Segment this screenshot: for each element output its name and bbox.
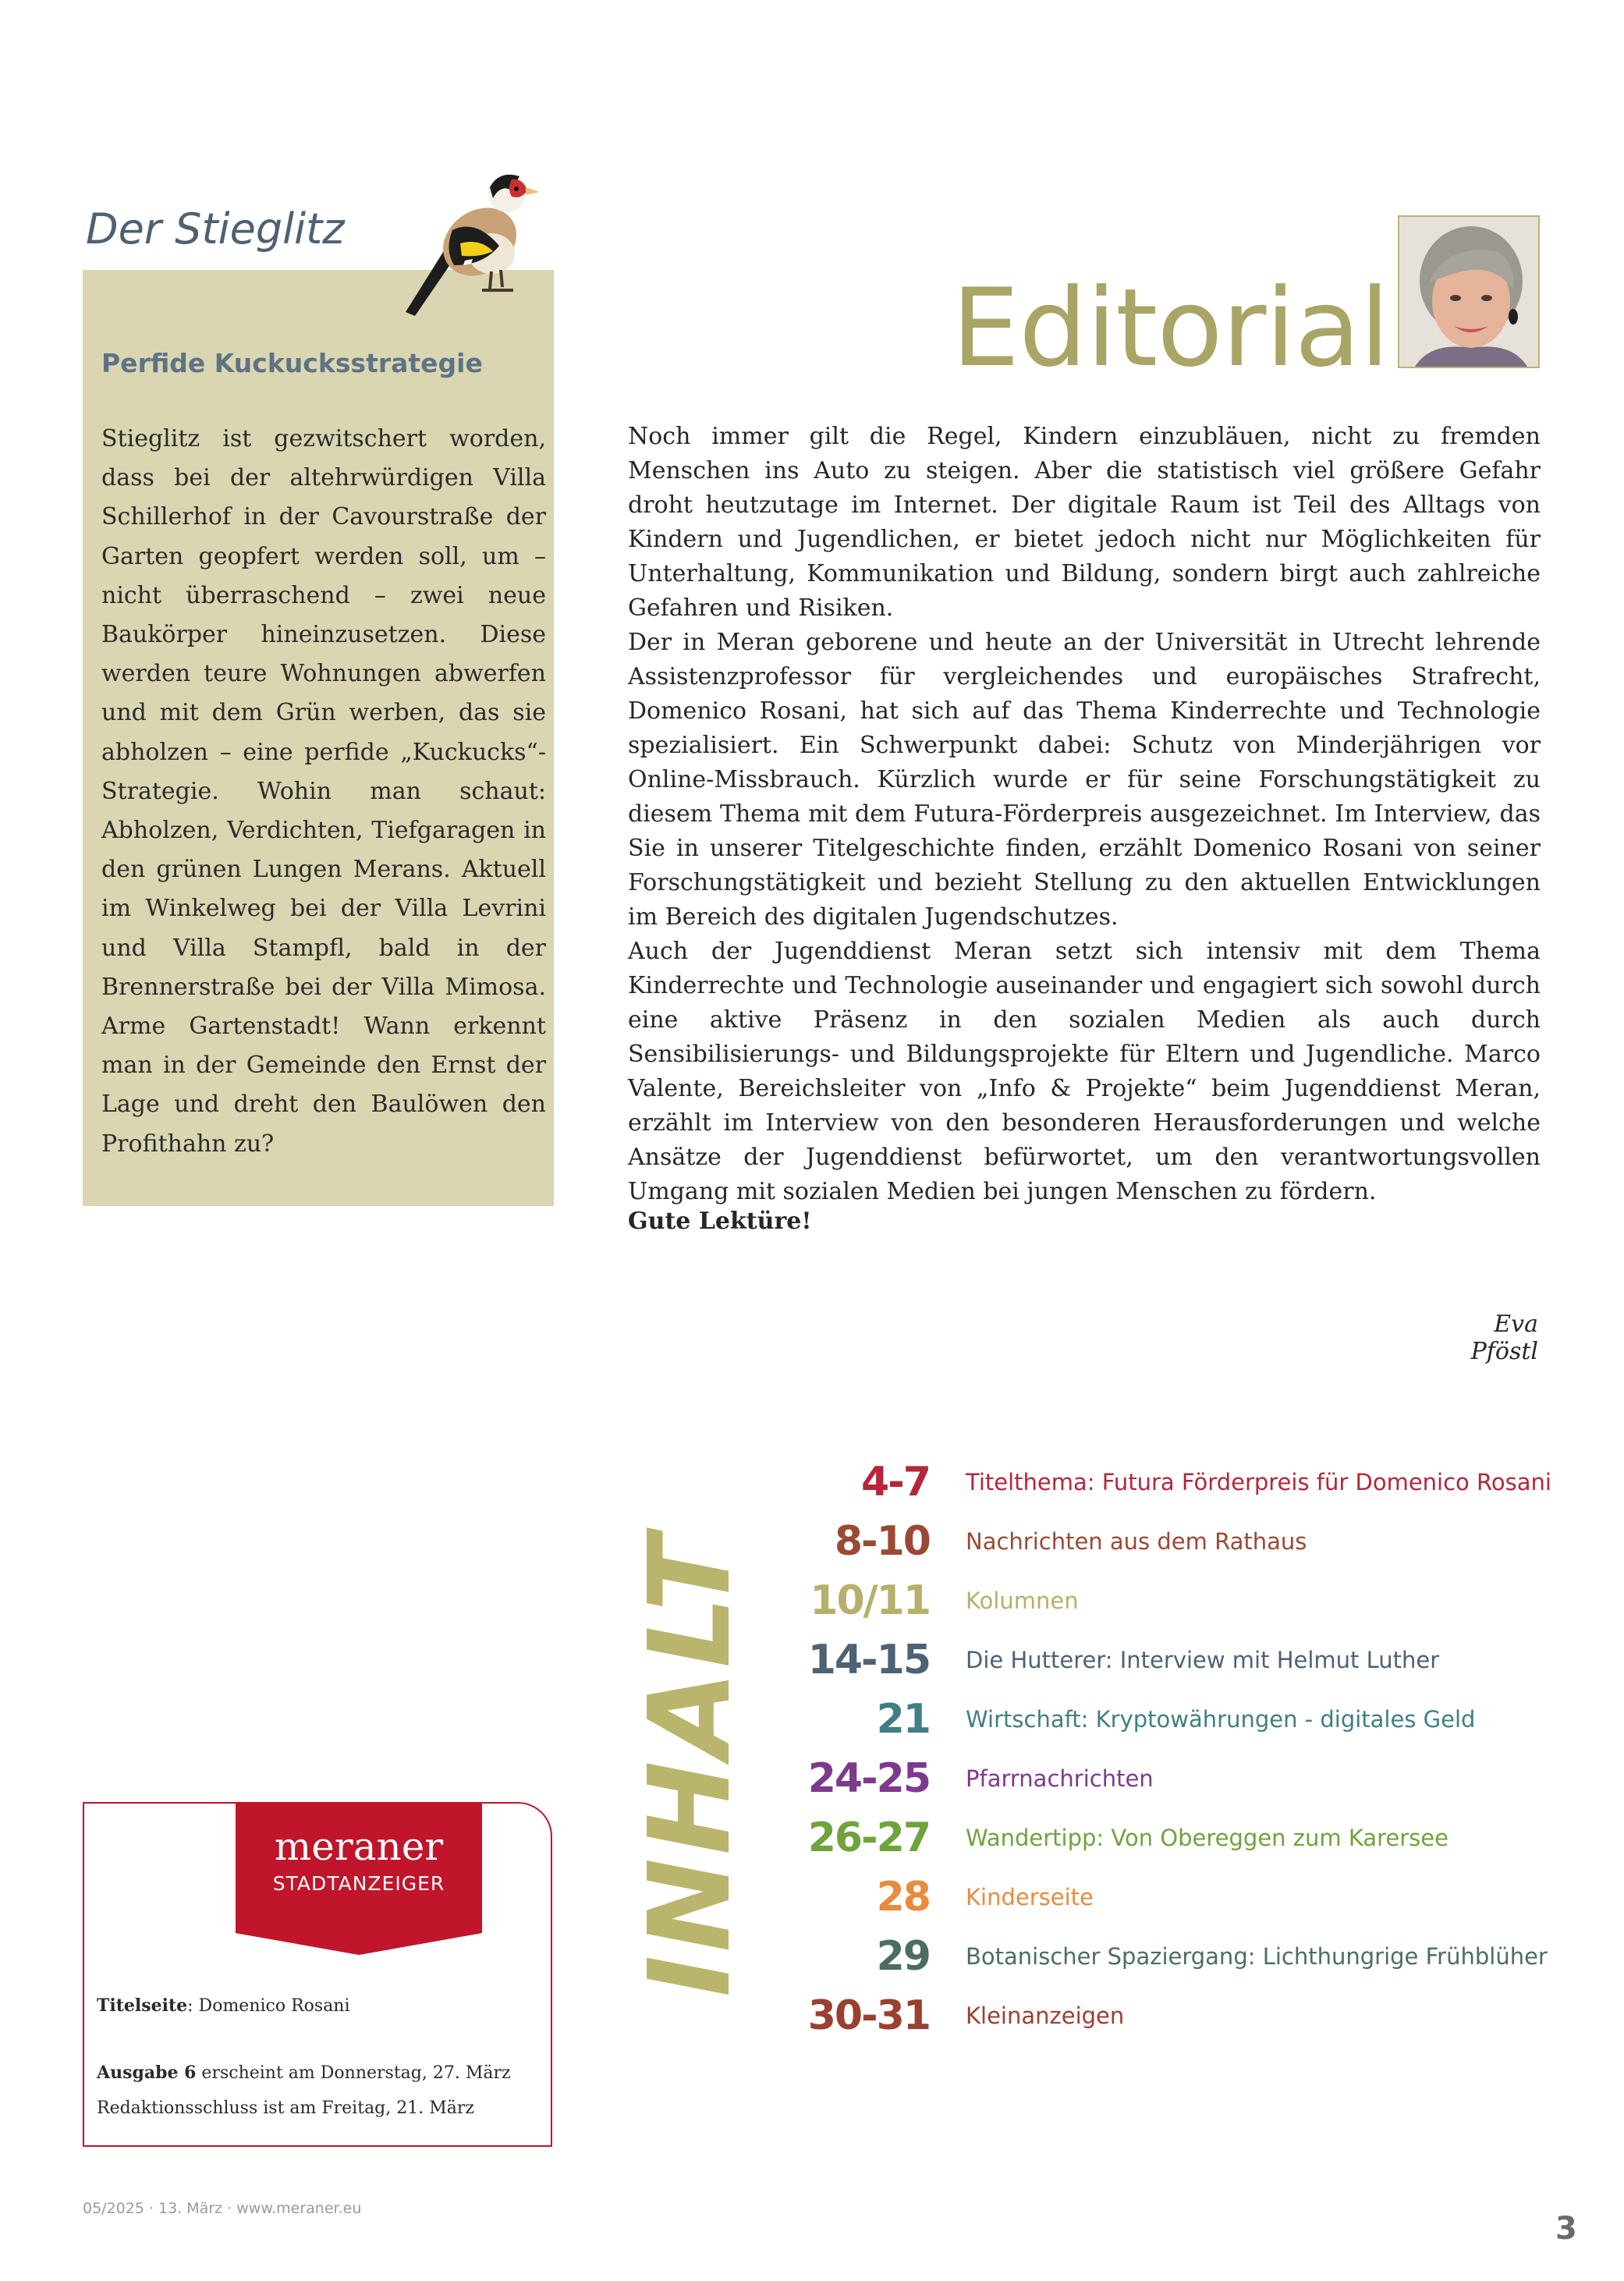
- toc-item[interactable]: [749, 1571, 1568, 1630]
- toc-item[interactable]: [749, 1808, 1568, 1868]
- titelseite-line: [97, 1995, 350, 2016]
- toc-pages: 24-25: [807, 1755, 930, 1802]
- author-photo: [1398, 215, 1540, 368]
- goldfinch-icon: [398, 156, 538, 320]
- toc-title: Kleinanzeigen: [966, 2003, 1125, 2029]
- page-number: 3: [1555, 2211, 1577, 2247]
- footer-info: 05/2025 · 13. März · www.meraner.eu: [83, 2200, 362, 2217]
- author-portrait-image: [1399, 217, 1538, 367]
- toc-pages: 28: [876, 1874, 930, 1921]
- redaktionsschluss-line: Redaktionsschluss ist am Freitag, 21. März: [97, 2098, 474, 2118]
- titelseite-value: : Domenico Rosani: [187, 1996, 350, 2016]
- toc-pages: 14-15: [807, 1637, 930, 1683]
- toc-item[interactable]: [749, 1453, 1568, 1512]
- toc-title: Kolumnen: [966, 1587, 1079, 1614]
- toc-pages: 29: [876, 1933, 930, 1980]
- ausgabe-value: erscheint am Donnerstag, 27. März: [196, 2063, 511, 2083]
- toc-title: Nachrichten aus dem Rathaus: [966, 1528, 1307, 1555]
- toc-pages: 4-7: [861, 1459, 930, 1506]
- toc-title: Die Hutterer: Interview mit Helmut Luther: [966, 1647, 1440, 1673]
- stieglitz-paragraph: Stieglitz ist gezwitschert worden, dass bei der altehrwürdigen Villa Schillerhof in der Cavourstraße der Garten geopfert werden soll, um – nicht überraschend – zwei neue Baukörper hineinzusetzen. Diese werden teure Wohnungen abwerfen und mit dem Grün werben, das sie abholzen – eine perfide „Kuckucks“-Strategie. Wohin man schaut: Abholzen, Verdichten, Tiefgaragen in den grünen Lungen Merans. Aktuell im Winkelweg bei der Villa Levrini und Villa Stampfl, bald in der Brennerstraße bei der Villa Mimosa. Arme Gartenstadt! Wann erkennt man in der Gemeinde den Ernst der Lage und dreht den Baulöwen den Profithahn zu?: [101, 425, 546, 1158]
- toc-title: Wandertipp: Von Obereggen zum Karersee: [966, 1825, 1448, 1851]
- toc-item[interactable]: [749, 1690, 1568, 1749]
- toc-pages: 21: [876, 1696, 930, 1743]
- stieglitz-subheading: Perfide Kuckucksstrategie: [101, 348, 483, 378]
- editorial-paragraph-2: Der in Meran geborene und heute an der Universität in Utrecht lehrende Assistenzprofessor für vergleichendes und europäisches Strafrecht, Domenico Rosani, hat sich auf das Thema Kinderrechte und Technologie spezialisiert. Ein Schwerpunkt dabei: Schutz von Minderjährigen vor Online-Missbrauch. Kürzlich wurde er für seine Forschungstätigkeit zu diesem Thema mit dem Futura-Förderpreis ausgezeichnet. Im Interview, das Sie in unserer Titelgeschichte finden, erzählt Domenico Rosani von seiner Forschungstätigkeit und bezieht Stellung zu den aktuellen Entwicklungen im Bereich des digitalen Jugendschutzes.: [628, 629, 1541, 931]
- stieglitz-body: [101, 420, 546, 1164]
- inhalt-heading: INHALT: [624, 1531, 755, 1997]
- ausgabe-line: [97, 2063, 511, 2083]
- toc-pages: 30-31: [807, 1992, 930, 2039]
- toc-pages: 26-27: [807, 1815, 930, 1861]
- editorial-signature: Eva Pföstl: [1470, 1311, 1538, 1365]
- toc-item[interactable]: [749, 1512, 1568, 1571]
- titelseite-label: Titelseite: [97, 1995, 188, 2016]
- toc-item[interactable]: [749, 1868, 1568, 1927]
- toc-title: Wirtschaft: Kryptowährungen - digitales Geld: [966, 1706, 1476, 1733]
- toc-pages: 8-10: [834, 1518, 930, 1565]
- toc-item[interactable]: [749, 1630, 1568, 1690]
- editorial-title: Editorial: [952, 265, 1389, 391]
- toc-item[interactable]: [749, 1927, 1568, 1986]
- toc-item[interactable]: [749, 1986, 1568, 2045]
- toc-pages: 10/11: [810, 1577, 930, 1624]
- toc-title: Botanischer Spaziergang: Lichthungrige Frühblüher: [966, 1943, 1548, 1970]
- table-of-contents: [749, 1453, 1568, 2045]
- editorial-body: [628, 420, 1541, 1209]
- editorial-paragraph-1: Noch immer gilt die Regel, Kindern einzubläuen, nicht zu fremden Menschen ins Auto zu steigen. Aber die statistisch viel größere Gefahr droht heutzutage im Internet. Der digitale Raum ist Teil des Alltags von Kindern und Jugendlichen, er bietet jedoch nicht nur Möglichkeiten für Unterhaltung, Kommunikation und Bildung, sondern birgt auch zahlreiche Gefahren und Risiken.: [628, 423, 1541, 622]
- toc-title: Kinderseite: [966, 1884, 1094, 1910]
- toc-item[interactable]: [749, 1749, 1568, 1808]
- meraner-logo-name: meraner: [274, 1824, 444, 1869]
- toc-title: Pfarrnachrichten: [966, 1765, 1154, 1792]
- toc-title: Titelthema: Futura Förderpreis für Domenico Rosani: [966, 1469, 1551, 1495]
- editorial-paragraph-3: Auch der Jugenddienst Meran setzt sich intensiv mit dem Thema Kinderrechte und Technologie auseinander und engagiert sich sowohl durch eine aktive Präsenz in den sozialen Medien als auch durch Sensibilisierungs- und Bildungsprojekte für Eltern und Jugendliche. Marco Valente, Bereichsleiter von „Info & Projekte“ beim Jugenddienst Meran, erzählt im Interview von den besonderen Herausforderungen und welche Ansätze der Jugenddienst befürwortet, um den verantwortungsvollen Umgang mit sozialen Medien bei jungen Menschen zu fördern.: [628, 938, 1541, 1205]
- meraner-logo-subtitle: STADTANZEIGER: [272, 1872, 445, 1895]
- editorial-closing: Gute Lektüre!: [628, 1208, 812, 1235]
- ausgabe-label: Ausgabe 6: [97, 2063, 197, 2083]
- stieglitz-heading: Der Stieglitz: [86, 204, 345, 254]
